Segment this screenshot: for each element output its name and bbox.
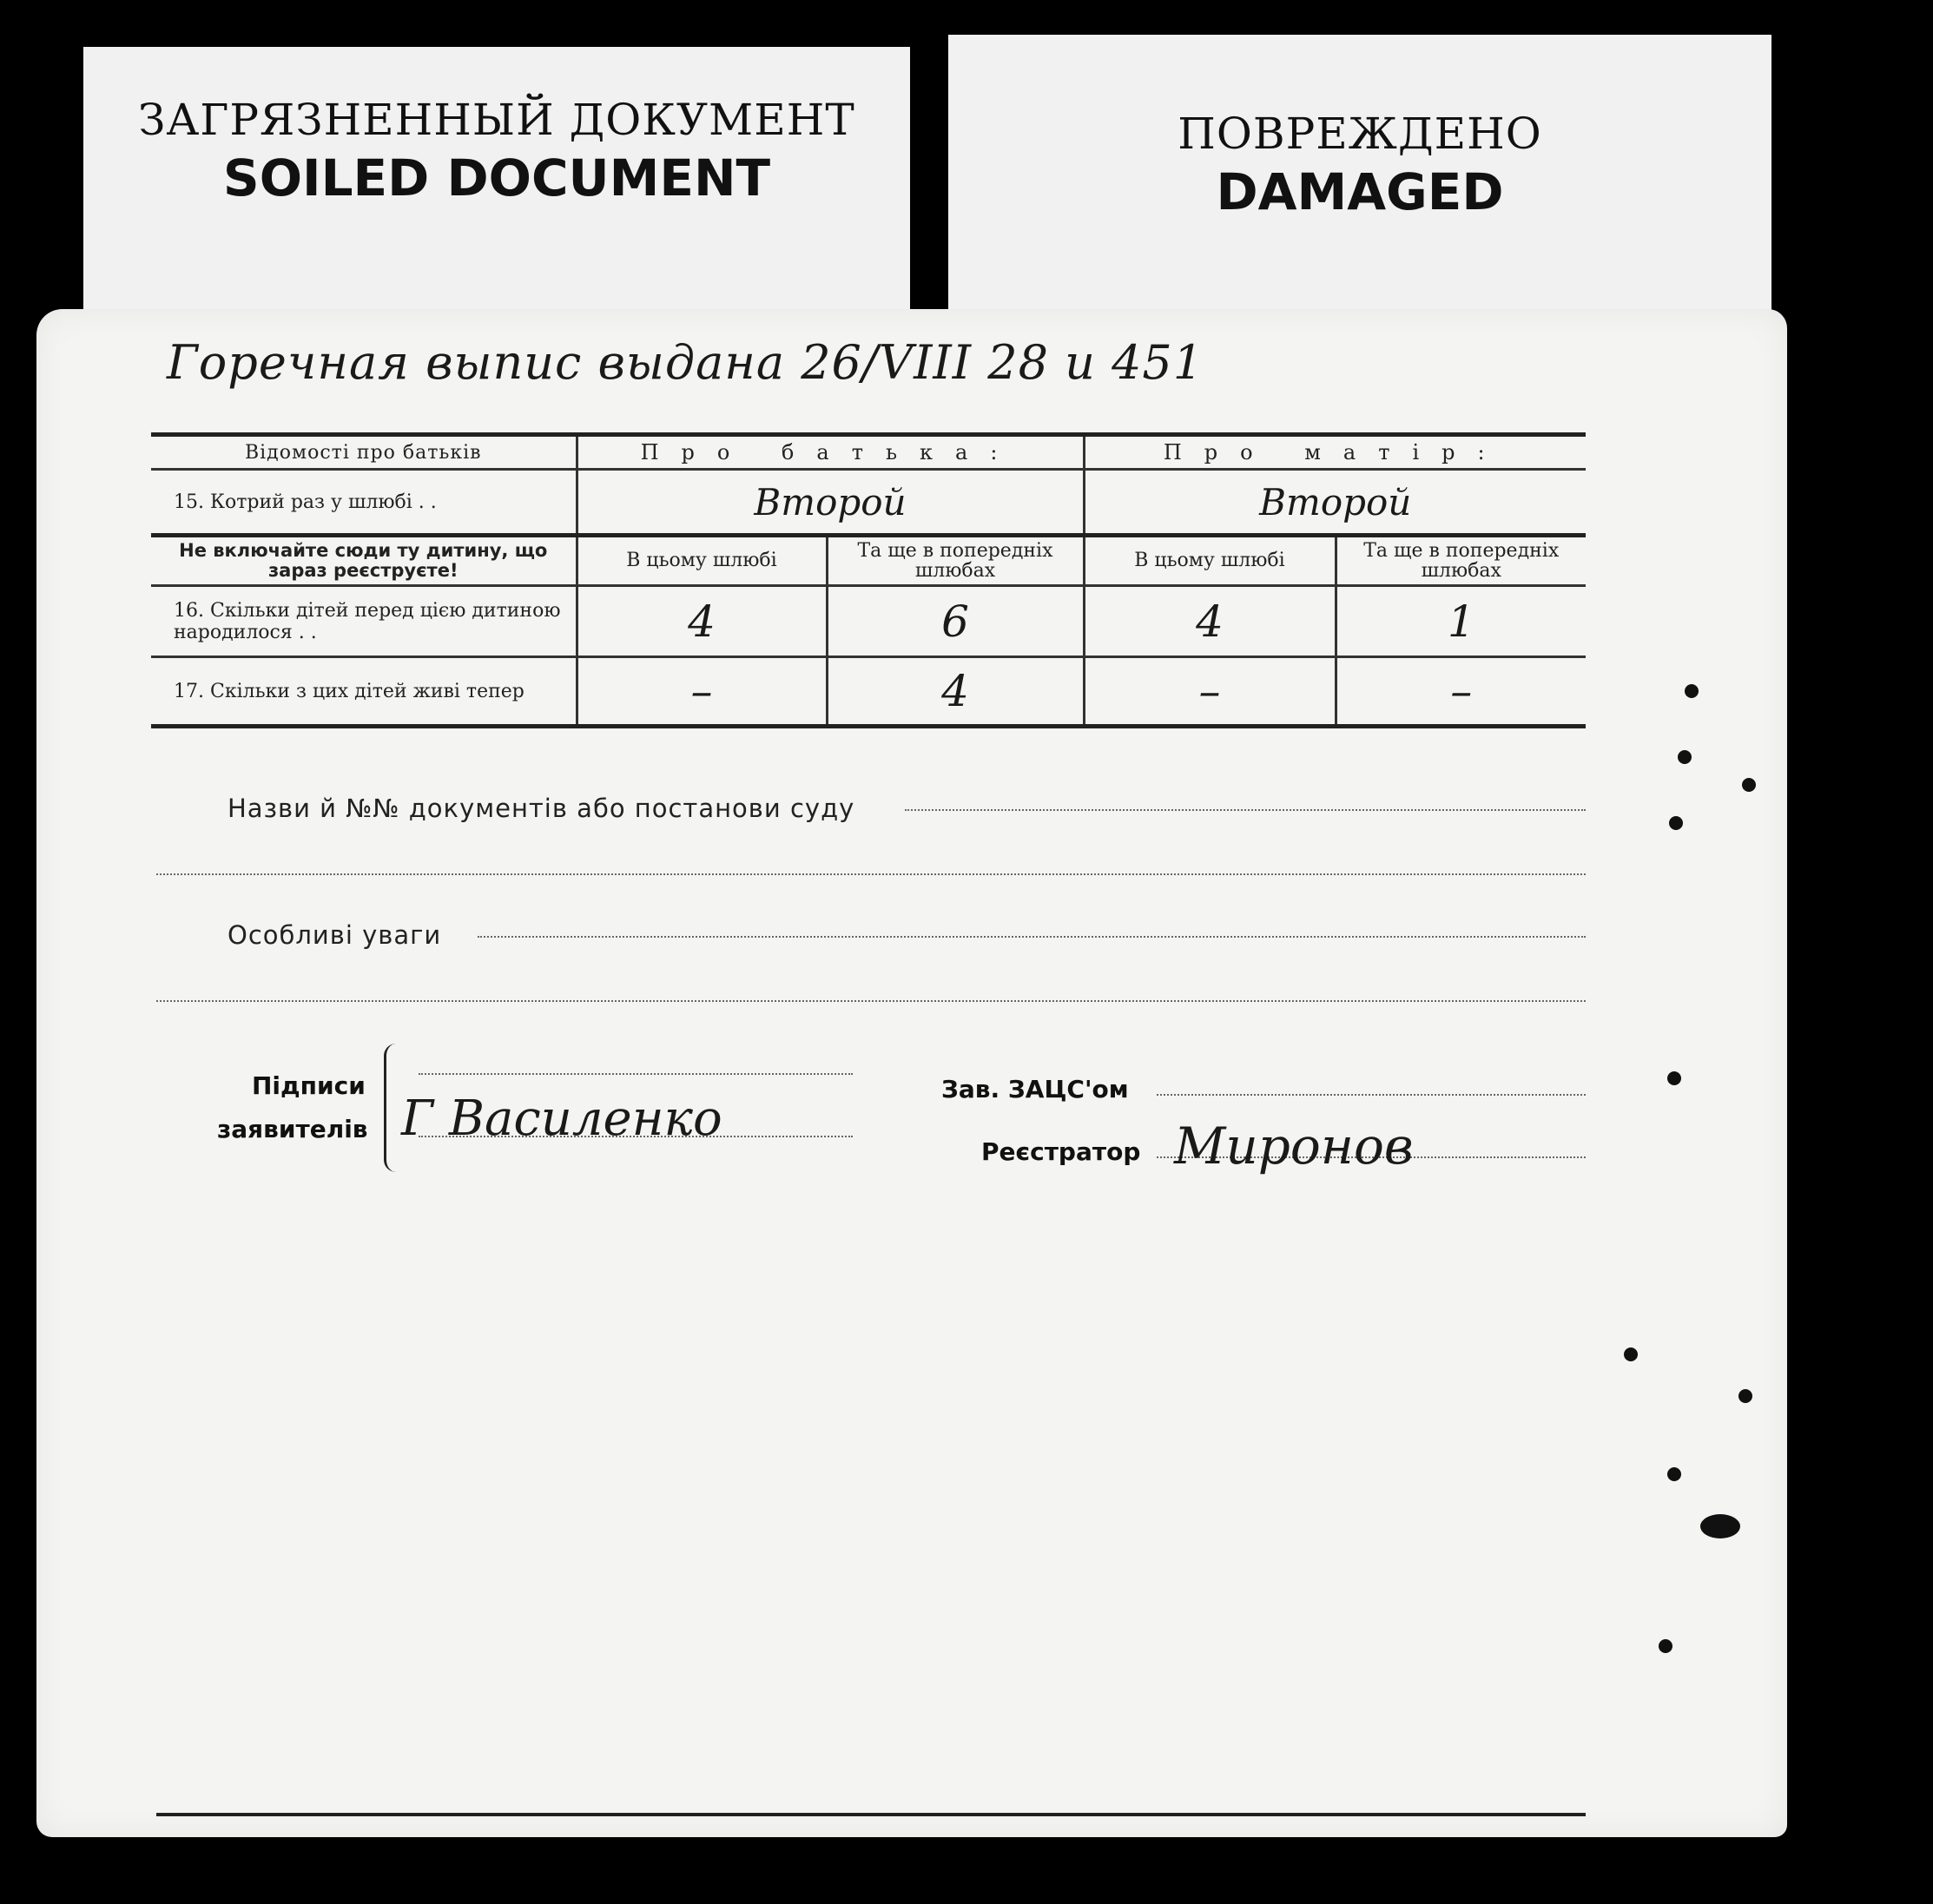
row16-mother-prev — [1336, 586, 1586, 657]
subheader-father-this: В цьому шлюбі — [577, 536, 827, 586]
head-of-registry-label: Зав. ЗАЦС'ом — [941, 1075, 1129, 1104]
binding-hole — [1667, 1071, 1681, 1085]
row17-value: – — [1450, 666, 1473, 716]
header-father — [577, 435, 1084, 470]
row16-value: 4 — [688, 596, 716, 647]
applicant-signature: Г Василенко — [401, 1090, 722, 1147]
row15-mother-value: Второй — [1259, 480, 1412, 524]
row17-mother-this — [1084, 657, 1336, 727]
registrar-label: Реєстратор — [981, 1137, 1141, 1166]
row16-label: 16. Скільки дітей перед цією дитиною народилося . . — [151, 586, 577, 657]
remarks-line-1 — [478, 936, 1586, 938]
header-father-text: Про батька: — [640, 440, 1020, 464]
remarks-line-2 — [156, 1000, 1586, 1002]
head-of-registry-line — [1157, 1094, 1586, 1096]
binding-hole — [1685, 684, 1699, 698]
table-row-16 — [151, 586, 1586, 657]
row16-mother-this — [1084, 586, 1336, 657]
row17-value: – — [1198, 666, 1221, 716]
row17-value: 4 — [941, 666, 969, 716]
row17-mother-prev — [1336, 657, 1586, 727]
registrar-signature: Миронов — [1174, 1117, 1414, 1176]
applicants-label-1: Підписи — [252, 1071, 366, 1100]
row16-father-prev — [827, 586, 1084, 657]
row16-value: 1 — [1447, 596, 1475, 647]
binding-hole — [1669, 816, 1683, 830]
damaged-document-label — [948, 35, 1771, 321]
row17-value: – — [690, 666, 713, 716]
subheader-mother-this: В цьому шлюбі — [1084, 536, 1336, 586]
binding-hole — [1738, 1389, 1752, 1403]
row15-label: 15. Котрий раз у шлюбі . . — [151, 470, 577, 536]
binding-hole — [1659, 1639, 1672, 1653]
table-header-row — [151, 435, 1586, 470]
soiled-label-en: SOILED DOCUMENT — [222, 148, 771, 208]
handwritten-heading: Горечная выпис выдана 26/VIII 28 и 451 — [167, 335, 1204, 390]
document-sheet — [36, 309, 1787, 1837]
row17-father-this — [577, 657, 827, 727]
soiled-document-label — [83, 47, 910, 330]
binding-hole — [1624, 1347, 1638, 1361]
soiled-label-ru: ЗАГРЯЗНЕННЫЙ ДОКУМЕНТ — [138, 95, 855, 145]
footer-rule — [156, 1813, 1586, 1816]
row16-value: 6 — [941, 596, 969, 647]
damaged-label-en: DAMAGED — [1216, 161, 1504, 221]
remarks-label: Особливі уваги — [228, 920, 442, 950]
documents-label: Назви й №№ документів або постанови суду — [228, 794, 855, 823]
applicants-label-2: заявителів — [217, 1115, 368, 1143]
table-subheader-row — [151, 536, 1586, 586]
applicants-line-1 — [419, 1073, 853, 1075]
subheader-warning-cell — [151, 536, 577, 586]
table-row-17 — [151, 657, 1586, 727]
row17-father-prev — [827, 657, 1084, 727]
documents-line-1 — [905, 809, 1586, 811]
damaged-label-ru: ПОВРЕЖДЕНО — [1178, 109, 1542, 159]
header-mother-text: Про матір: — [1163, 440, 1507, 464]
binding-hole — [1678, 750, 1692, 764]
documents-line-2 — [156, 873, 1586, 875]
row17-label: 17. Скільки з цих дітей живі тепер — [151, 657, 577, 727]
table-row-15 — [151, 470, 1586, 536]
row16-father-this — [577, 586, 827, 657]
row16-value: 4 — [1196, 596, 1224, 647]
row15-mother-cell — [1084, 470, 1586, 536]
binding-hole — [1700, 1514, 1740, 1538]
header-parents-info: Відомості про батьків — [151, 435, 577, 470]
subheader-mother-prev: Та ще в попередніх шлюбах — [1336, 536, 1586, 586]
binding-hole — [1667, 1467, 1681, 1481]
parents-info-table — [151, 432, 1586, 728]
subheader-warning: Не включайте сюди ту дитину, що зараз реєструєте! — [179, 539, 548, 581]
subheader-father-prev: Та ще в попередніх шлюбах — [827, 536, 1084, 586]
binding-hole — [1742, 778, 1756, 792]
row15-father-value: Второй — [754, 480, 907, 524]
header-mother — [1084, 435, 1586, 470]
row15-father-cell — [577, 470, 1084, 536]
